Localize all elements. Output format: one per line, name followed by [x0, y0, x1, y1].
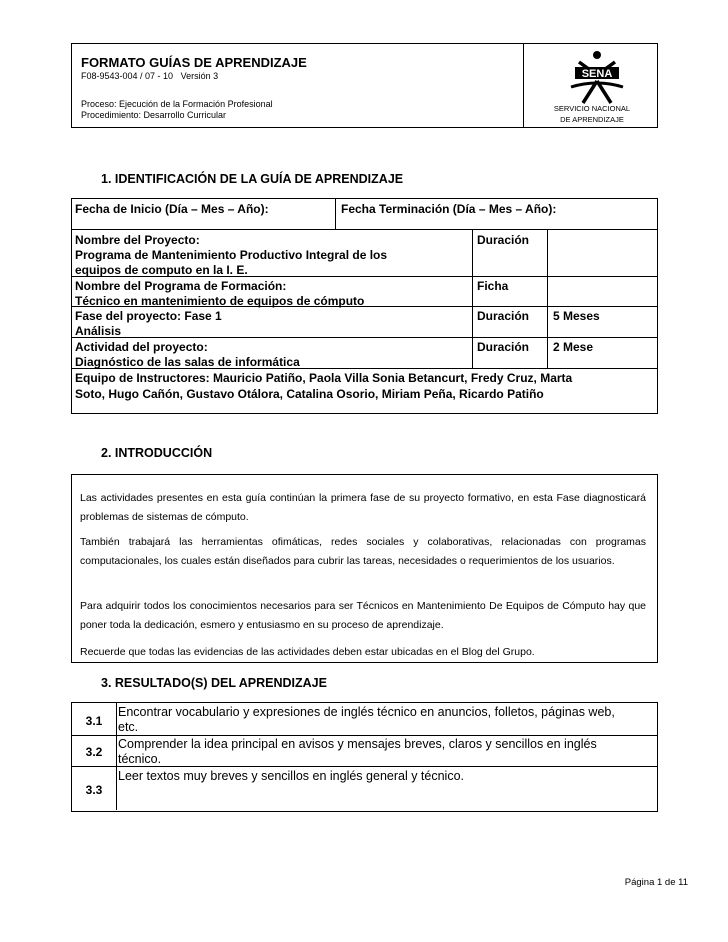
results-table: [71, 702, 658, 812]
instructors-line-1: Equipo de Instructores: Mauricio Patiño, Paola Villa Sonia Betancurt, Fredy Cruz, Marta: [75, 371, 573, 385]
format-code: F08-9543-004 / 07 - 10 Versión 3: [81, 71, 219, 81]
end-date-label: Fecha Terminación (Día – Mes – Año):: [341, 202, 557, 216]
logo-wordmark: SENA: [581, 68, 613, 80]
result-number: 3.2: [85, 745, 103, 759]
row-divider: [71, 337, 658, 338]
instructors-line-2: Soto, Hugo Cañón, Gustavo Otálora, Catalina Osorio, Miriam Peña, Ricardo Patiño: [75, 387, 544, 401]
col-divider: [116, 703, 117, 810]
col-divider: [547, 229, 548, 368]
process-label: Proceso: Ejecución de la Formación Profesional: [81, 99, 273, 109]
format-title: FORMATO GUÍAS DE APRENDIZAJE: [81, 55, 307, 70]
sena-logo: [531, 49, 653, 125]
project-label: Nombre del Proyecto:: [75, 233, 200, 247]
procedure-label: Procedimiento: Desarrollo Curricular: [81, 110, 227, 120]
ficha-label: Ficha: [477, 279, 509, 293]
intro-paragraph-4: Recuerde que todas las evidencias de las actividades deben estar ubicadas en el Blog del Grupo.: [80, 646, 535, 658]
section-3-heading: 3. RESULTADO(S) DEL APRENDIZAJE: [101, 676, 327, 690]
result-number: 3.3: [85, 783, 103, 797]
result-number: 3.1: [85, 714, 103, 728]
row-divider: [72, 735, 657, 736]
duration-label: Duración: [477, 233, 530, 247]
document-header: [71, 43, 658, 128]
project-name-line-2: equipos de computo en la I. E.: [75, 263, 248, 277]
intro-paragraph-2: También trabajará las herramientas ofimáticas, redes sociales y colaborativas, relacionadas con programas computacionales, los cuales están diseñados para cubrir las tareas, necesidades o requerimientos de los usuarios.: [80, 536, 646, 567]
header-divider: [523, 44, 524, 127]
logo-line-2: DE APRENDIZAJE: [560, 115, 624, 124]
page-number: Página 1 de 11: [624, 877, 688, 888]
col-divider: [472, 229, 473, 368]
phase-name: Análisis: [75, 324, 122, 338]
program-name: Técnico en mantenimiento de equipos de cómputo: [75, 294, 365, 308]
start-date-label: Fecha de Inicio (Día – Mes – Año):: [75, 202, 269, 216]
project-name-line-1: Programa de Mantenimiento Productivo Integral de los: [75, 248, 388, 262]
activity-duration: 2 Mese: [553, 340, 594, 354]
result-text-line-1: Comprender la idea principal en avisos y mensajes breves, claros y sencillos en inglés: [118, 737, 597, 751]
activity-name: Diagnóstico de las salas de informática: [75, 355, 300, 369]
section-2-heading: 2. INTRODUCCIÓN: [101, 446, 213, 460]
result-text-line-2: técnico.: [118, 752, 162, 766]
intro-paragraph-1: Las actividades presentes en esta guía continúan la primera fase de su proyecto formativo, en esta Fase diagnosticará problemas de sistemas de cómputo.: [80, 492, 646, 523]
duration-label: Duración: [477, 309, 530, 323]
logo-line-1: SERVICIO NACIONAL: [553, 104, 631, 113]
phase-duration: 5 Meses: [553, 309, 600, 323]
section-1-heading: 1. IDENTIFICACIÓN DE LA GUÍA DE APRENDIZAJE: [101, 172, 404, 186]
sena-logo-icon: [531, 49, 653, 105]
col-divider: [335, 198, 336, 229]
phase-label: Fase del proyecto: Fase 1: [75, 309, 222, 323]
result-text-line-1: Leer textos muy breves y sencillos en inglés general y técnico.: [118, 769, 465, 783]
row-divider: [71, 229, 658, 230]
activity-label: Actividad del proyecto:: [75, 340, 208, 354]
program-label: Nombre del Programa de Formación:: [75, 279, 287, 293]
result-text-line-1: Encontrar vocabulario y expresiones de inglés técnico en anuncios, folletos, páginas web,: [118, 705, 615, 719]
introduction-box: [71, 474, 658, 663]
duration-label: Duración: [477, 340, 530, 354]
intro-paragraph-3: Para adquirir todos los conocimientos necesarios para ser Técnicos en Mantenimiento De Equipos de Cómputo hay que poner toda la dedicación, esmero y entusiasmo en su proceso de aprendizaje.: [80, 600, 646, 631]
result-text-line-2: etc.: [118, 720, 139, 734]
